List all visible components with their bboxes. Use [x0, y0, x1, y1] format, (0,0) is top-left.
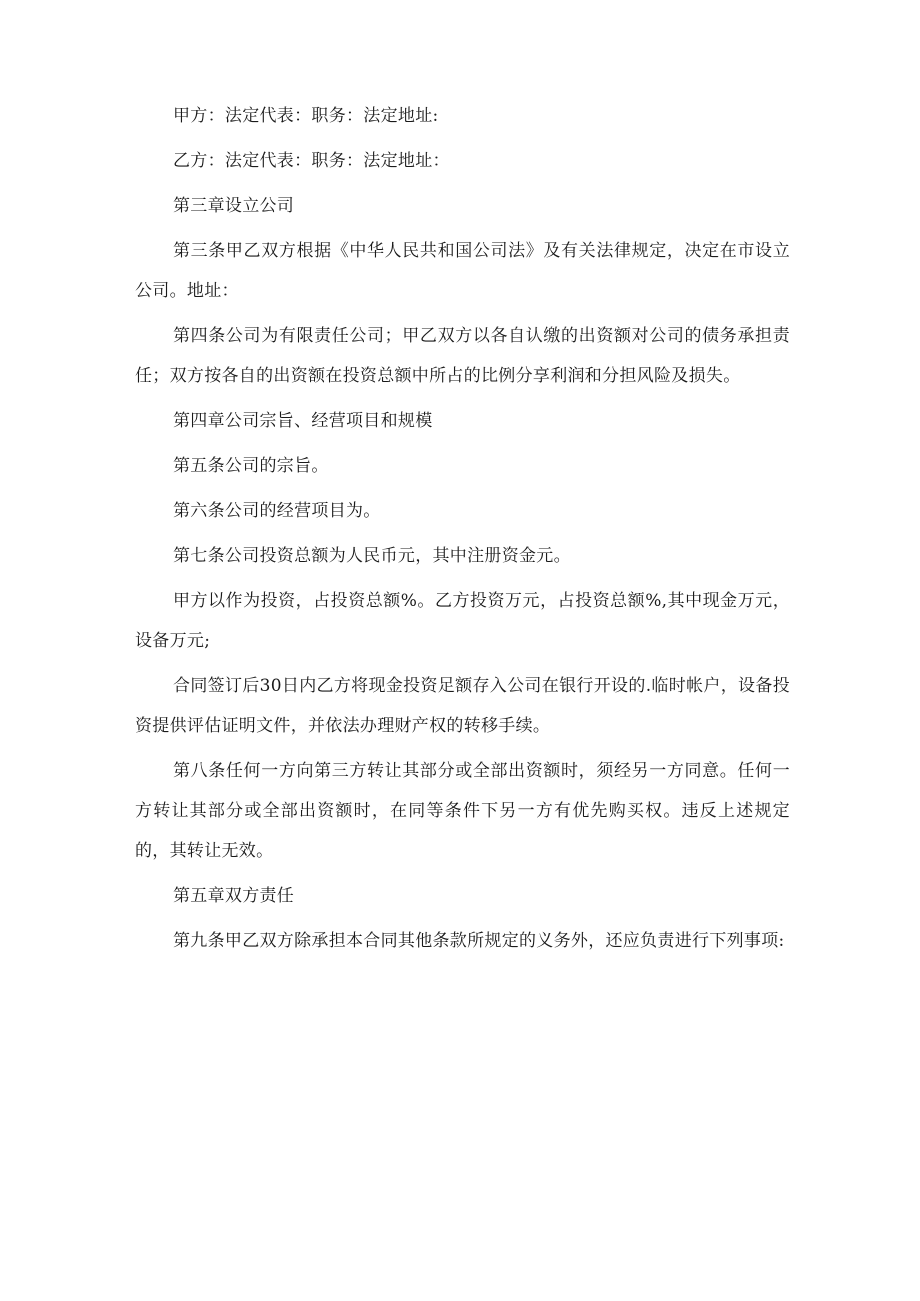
article-three: 第三条甲乙双方根据《中华人民共和国公司法》及有关法律规定，决定在市设立公司。地址： — [135, 241, 790, 301]
article-eight: 第八条任何一方向第三方转让其部分或全部出资额时，须经另一方同意。任何一方转让其部分或全部出资额时，在同等条件下另一方有优先购买权。违反上述规定的，其转让无效。 — [135, 761, 790, 861]
chapter-four-heading: 第四章公司宗旨、经营项目和规模 — [173, 411, 433, 431]
party-b-line: 乙方：法定代表：职务：法定地址： — [173, 151, 450, 171]
chapter-five-heading: 第五章双方责任 — [173, 886, 295, 906]
article-seven: 第七条公司投资总额为人民币元，其中注册资金元。 — [173, 546, 571, 566]
investment-detail: 甲方以作为投资，占投资总额%。乙方投资万元，占投资总额%,其中现金万元，设备万元; — [135, 591, 790, 651]
cash-deposit-clause: 合同签订后30日内乙方将现金投资足额存入公司在银行开设的.临时帐户，设备投资提供评估证明文件，并依法办理财产权的转移手续。 — [135, 676, 790, 736]
chapter-three-heading: 第三章设立公司 — [173, 196, 295, 216]
party-a-line: 甲方：法定代表：职务：法定地址: — [173, 106, 439, 126]
article-six: 第六条公司的经营项目为。 — [173, 501, 381, 521]
document-body — [135, 96, 790, 966]
article-nine: 第九条甲乙双方除承担本合同其他条款所规定的义务外，还应负责进行下列事项: — [173, 931, 785, 951]
article-four: 第四条公司为有限责任公司；甲乙双方以各自认缴的出资额对公司的债务承担责任；双方按各自的出资额在投资总额中所占的比例分享利润和分担风险及损失。 — [135, 326, 790, 386]
article-five: 第五条公司的宗旨。 — [173, 456, 329, 476]
